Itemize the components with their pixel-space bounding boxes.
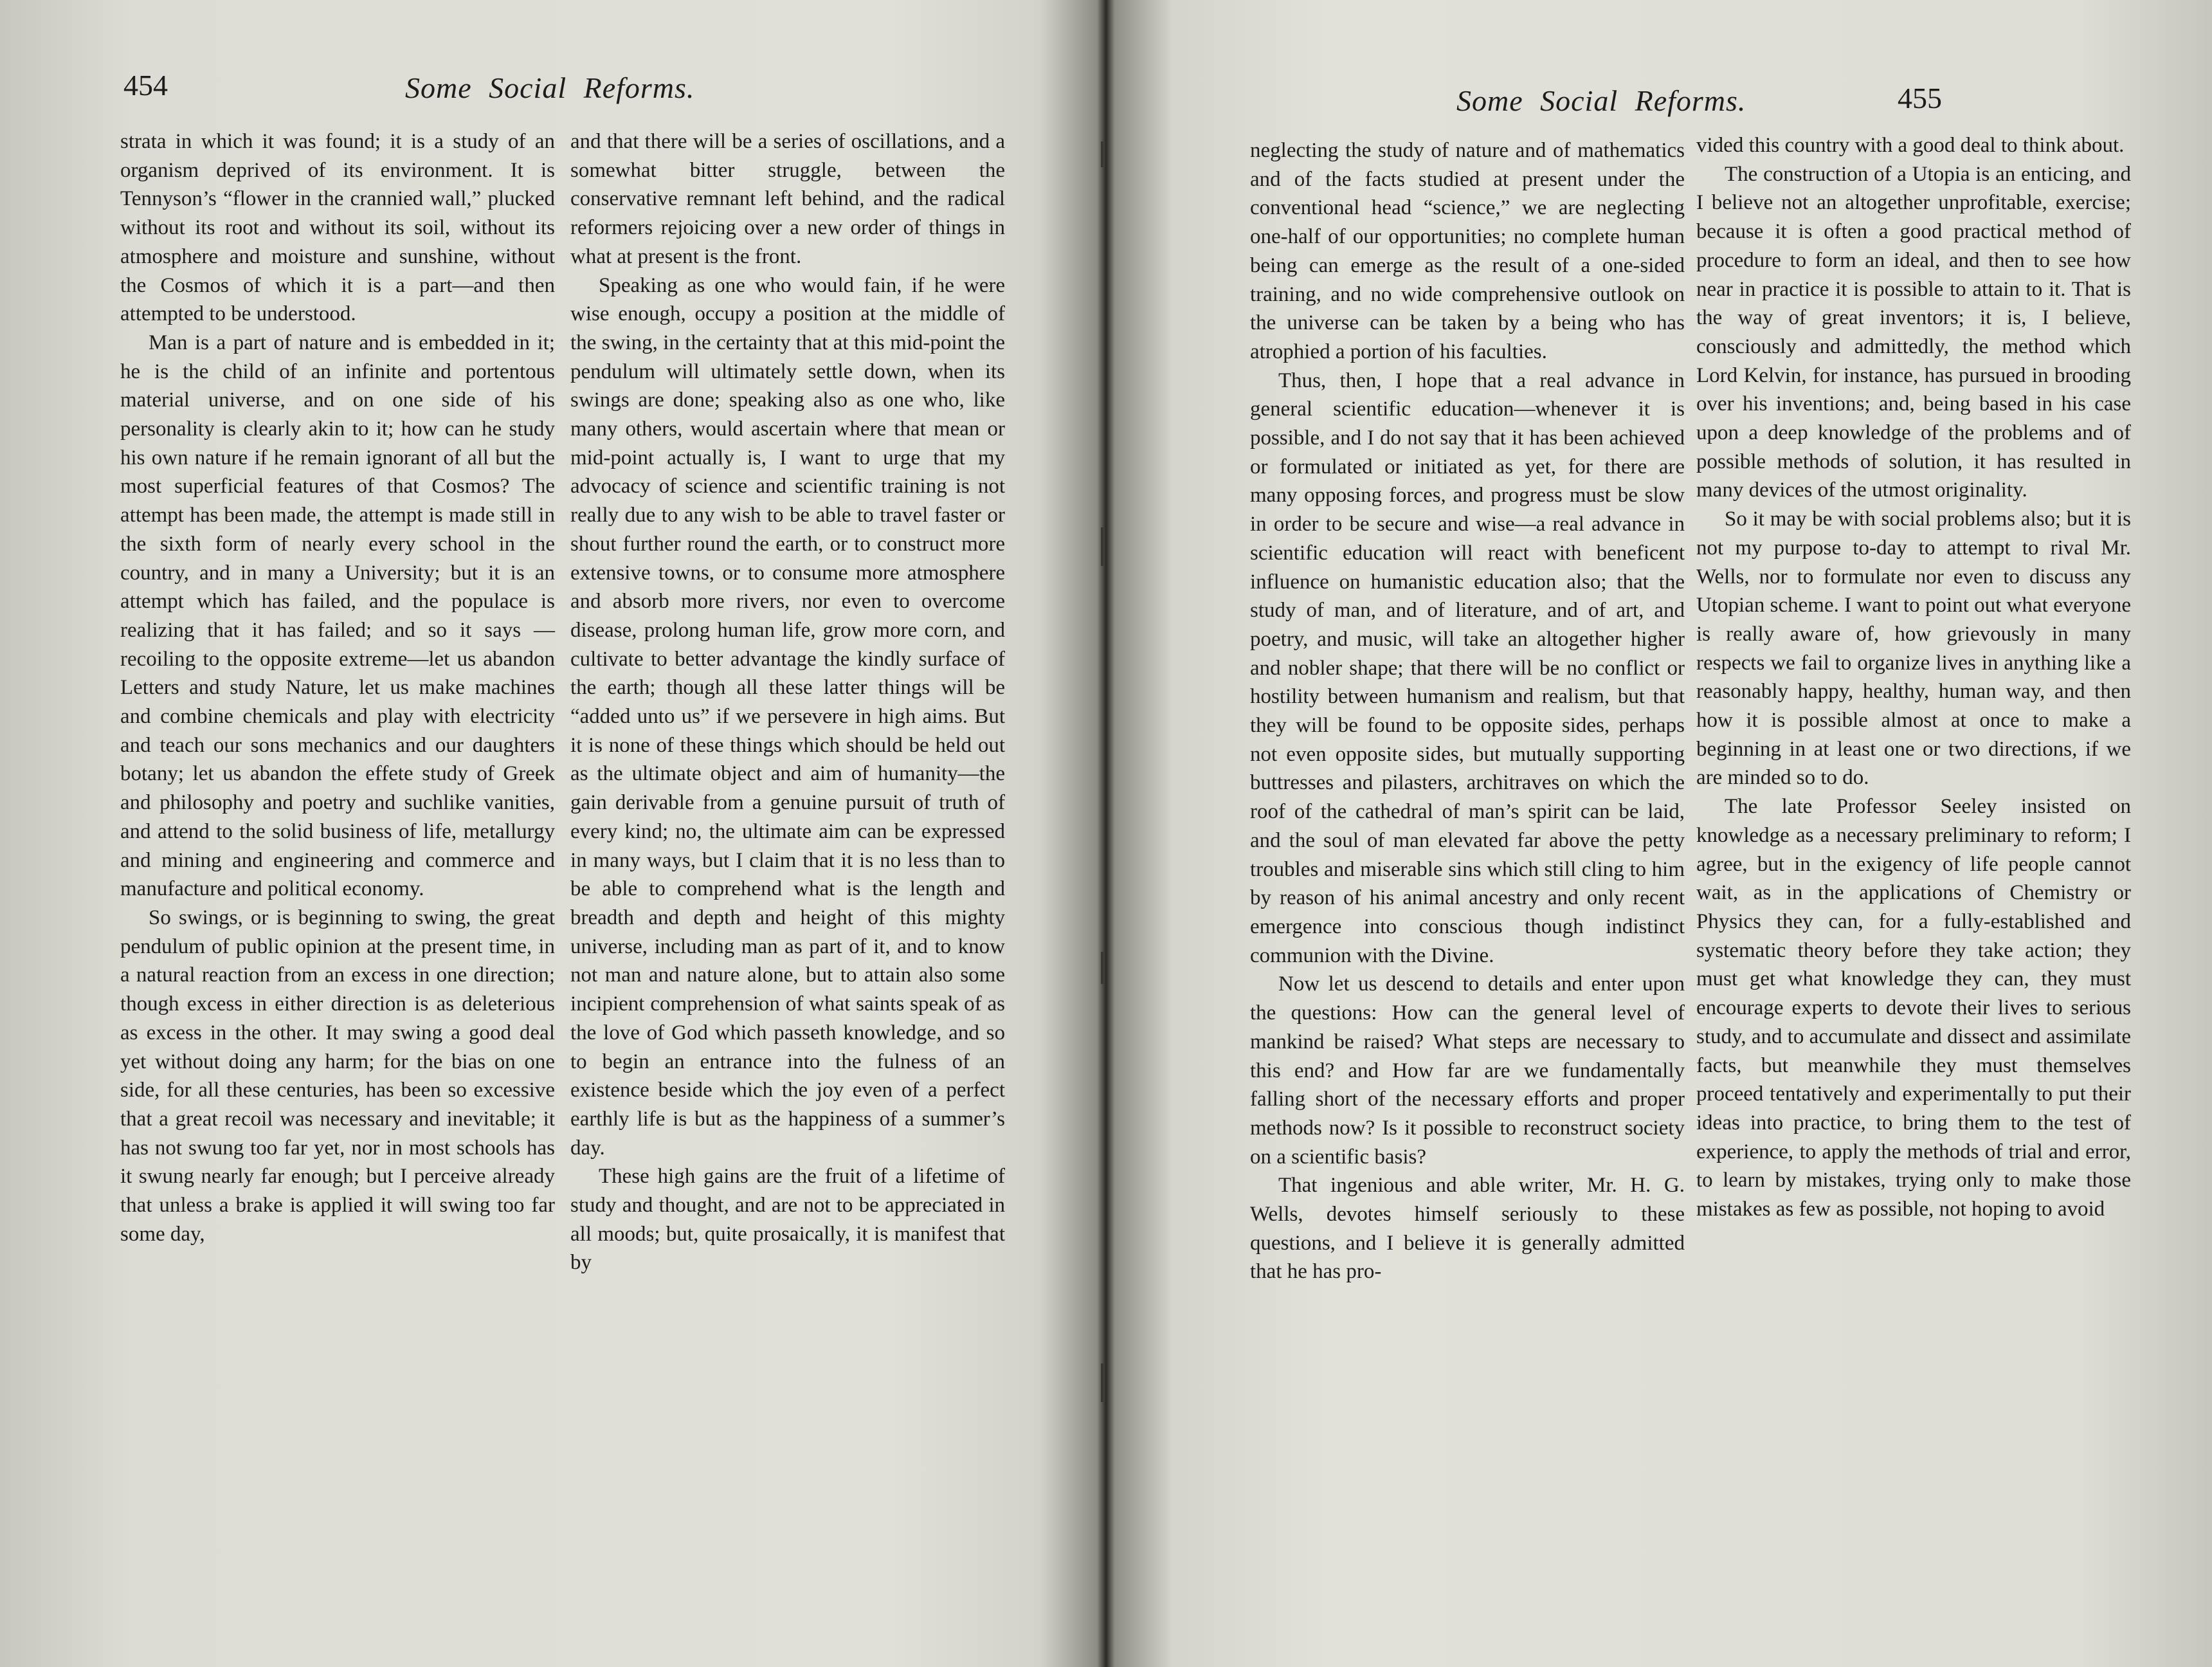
- left-column-2: [570, 127, 1005, 1277]
- paragraph: strata in which it was found; it is a study of an organism deprived of its environment. It is Tennyson’s “flower in the crannied wall,” plucked without its root and without its soil, without its atmosphere and moisture and sunshine, without the Cosmos of which it is a part—and then attempted to be understood.: [120, 130, 555, 326]
- page-number: 455: [1898, 82, 1942, 114]
- paragraph: neglecting the study of nature and of mathematics and of the facts studied at present under the conventional head “science,” we are neglecting one-half of our opportunities; no complete human being can emerge as the result of a one-sided training, and no wide comprehensive outlook on the universe can be taken by a being who has atrophied a portion of his faculties.: [1250, 139, 1685, 363]
- right-column-2: [1696, 131, 2131, 1224]
- paragraph: vided this country with a good deal to think about.: [1696, 134, 2125, 157]
- binding-thread: [1101, 141, 1103, 167]
- paragraph: and that there will be a series of oscillations, and a somewhat bitter struggle, between the conservative remnant left behind, and the radical reformers rejoicing over a new order of things in what at present is the front.: [570, 130, 1005, 268]
- paragraph: Now let us descend to details and enter upon the questions: How can the general level of mankind be raised? What steps are necessary to this end? and How far are we fundamentally falling short of the necessary efforts and proper methods now? Is it possible to reconstruct society on a scientific basis?: [1250, 972, 1685, 1169]
- binding-thread: [1101, 527, 1103, 566]
- paragraph: Speaking as one who would fain, if he were wise enough, occupy a position at the middle of the swing, in the certainty that at this mid-point the pendulum will ultimately settle down, when its swings are done; speaking also as one who, like many others, would ascertain where that mean or mid-point actually is, I want to urge that my advocacy of science and scientific training is not really due to any wish to be able to travel faster or shout further round the earth, or to construct more extensive towns, or to consume more atmosphere and absorb more rivers, nor even to overcome disease, prolong human life, grow more corn, and cultivate to better advantage the kindly surface of the earth; though all these latter things will be “added unto us” if we persevere in high aims. But it is none of these things which should be held out as the ultimate object and aim of humanity—the gain derivable from a genuine pursuit of truth of every kind; no, the ultimate aim can be expressed in many ways, but I claim that it is no less than to be able to comprehend what is the length and breadth and depth and height of this mighty universe, including man as part of it, and to know not man and nature alone, but to attain also some incipient comprehension of what saints speak of as the love of God which passeth knowledge, and so to begin an entrance into the fulness of an existence beside which the joy even of a perfect earthly life is but as the happiness of a summer’s day.: [570, 273, 1005, 1160]
- paragraph: So it may be with social problems also; but it is not my purpose to-day to attempt to rival Mr. Wells, nor to formulate nor even to discuss any Utopian scheme. I want to point out what everyone is really aware of, how grievously in many respects we fail to organize lives in anything like a reasonably happy, healthy, human way, and then how it is possible almost at once to make a beginning in at least one or two directions, if we are minded so to do.: [1696, 507, 2131, 790]
- paragraph: The late Professor Seeley insisted on knowledge as a necessary preliminary to reform; I agree, but in the exigency of life people cannot wait, as in the applications of Chemistry or Physics they can, for a fully-established and systematic theory before they take action; they must get what knowledge they can, they must encourage experts to devote their lives to serious study, and to accumulate and dissect and assimilate facts, but meanwhile they must themselves proceed tentatively and experimentally to put their ideas into practice, to bring them to the test of experience, to apply the methods of trial and error, to learn by mistakes, trying only to make those mistakes as few as possible, not hoping to avoid: [1696, 795, 2132, 1221]
- running-title: Some Social Reforms.: [1456, 84, 1746, 117]
- paragraph: So swings, or is beginning to swing, the great pendulum of public opinion at the present time, in a natural reaction from an excess in one direction; though excess in either direction is as deleterious as excess in the other. It may swing a good deal yet without doing any harm; for the bias on one side, for all these centuries, has been so excessive that a great recoil was necessary and inevitable; it has not swung too far yet, nor in most schools has it swung nearly far enough; but I perceive already that unless a brake is applied it will swing too far some day,: [120, 906, 555, 1246]
- left-column-1: [120, 127, 555, 1248]
- paragraph: Man is a part of nature and is embedded in it; he is the child of an infinite and portentous material universe, and on one side of his personality is clearly akin to it; how can he study his own nature if he remain ignorant of all but the most superficial features of that Cosmos? The attempt has been made, the attempt is made still in the sixth form of nearly every school in the country, and in many a University; but it is an attempt which has failed, and the populace is realizing that it has failed; and so it says —recoiling to the opposite extreme—let us abandon Letters and study Nature, let us make machines and combine chemicals and play with electricity and teach our sons mechanics and our daughters botany; let us abandon the effete study of Greek and philosophy and poetry and suchlike vanities, and attend to the solid business of life, metallurgy and mining and engineering and commerce and manufacture and political economy.: [120, 331, 555, 901]
- paragraph: That ingenious and able writer, Mr. H. G. Wells, devotes himself seriously to these questions, and I believe it is generally admitted that he has pro-: [1250, 1174, 1685, 1284]
- right-column-1: [1250, 136, 1685, 1286]
- paragraph: The construction of a Utopia is an enticing, and I believe not an altogether unprofitable, exercise; because it is often a good practical method of procedure to form an ideal, and then to see how near in practice it is possible to attain to it. That is the way of great inventors; it is, I believe, consciously and admittedly, the method which Lord Kelvin, for instance, has pursued in brooding over his inventions; and, being based in his case upon a deep knowledge of the problems and of possible methods of solution, it has resulted in many devices of the utmost originality.: [1696, 162, 2131, 502]
- left-page-header: [116, 68, 1003, 113]
- paragraph: These high gains are the fruit of a lifetime of study and thought, and are not to be appreciated in all moods; but, quite prosaically, it is manifest that by: [570, 1165, 1005, 1275]
- right-page-header: [1202, 81, 1942, 126]
- running-title: Some Social Reforms.: [405, 71, 695, 104]
- binding-thread: [1101, 1363, 1103, 1402]
- page-number: 454: [123, 69, 168, 102]
- paragraph: Thus, then, I hope that a real advance in general scientific education—whenever it is possible, and I do not say that it has been achieved or formulated or initiated as yet, for there are many opposing forces, and progress must be slow in order to be secure and wise—a real advance in scientific education will react with beneficent influence on humanistic education also; that the study of man, and of literature, and of art, and poetry, and music, will take an altogether higher and nobler shape; that there will be no conflict or hostility between humanism and realism, but that they will be found to be opposite sides, perhaps not even opposite sides, but mutually supporting buttresses and pilasters, architraves on which the roof of the cathedral of man’s spirit can be laid, and the soul of man elevated far above the petty troubles and miserable sins which still cling to him by reason of his animal ancestry and only recent emergence into conscious though indistinct communion with the Divine.: [1250, 369, 1685, 967]
- binding-thread: [1101, 952, 1103, 984]
- right-page: [1106, 0, 2212, 1667]
